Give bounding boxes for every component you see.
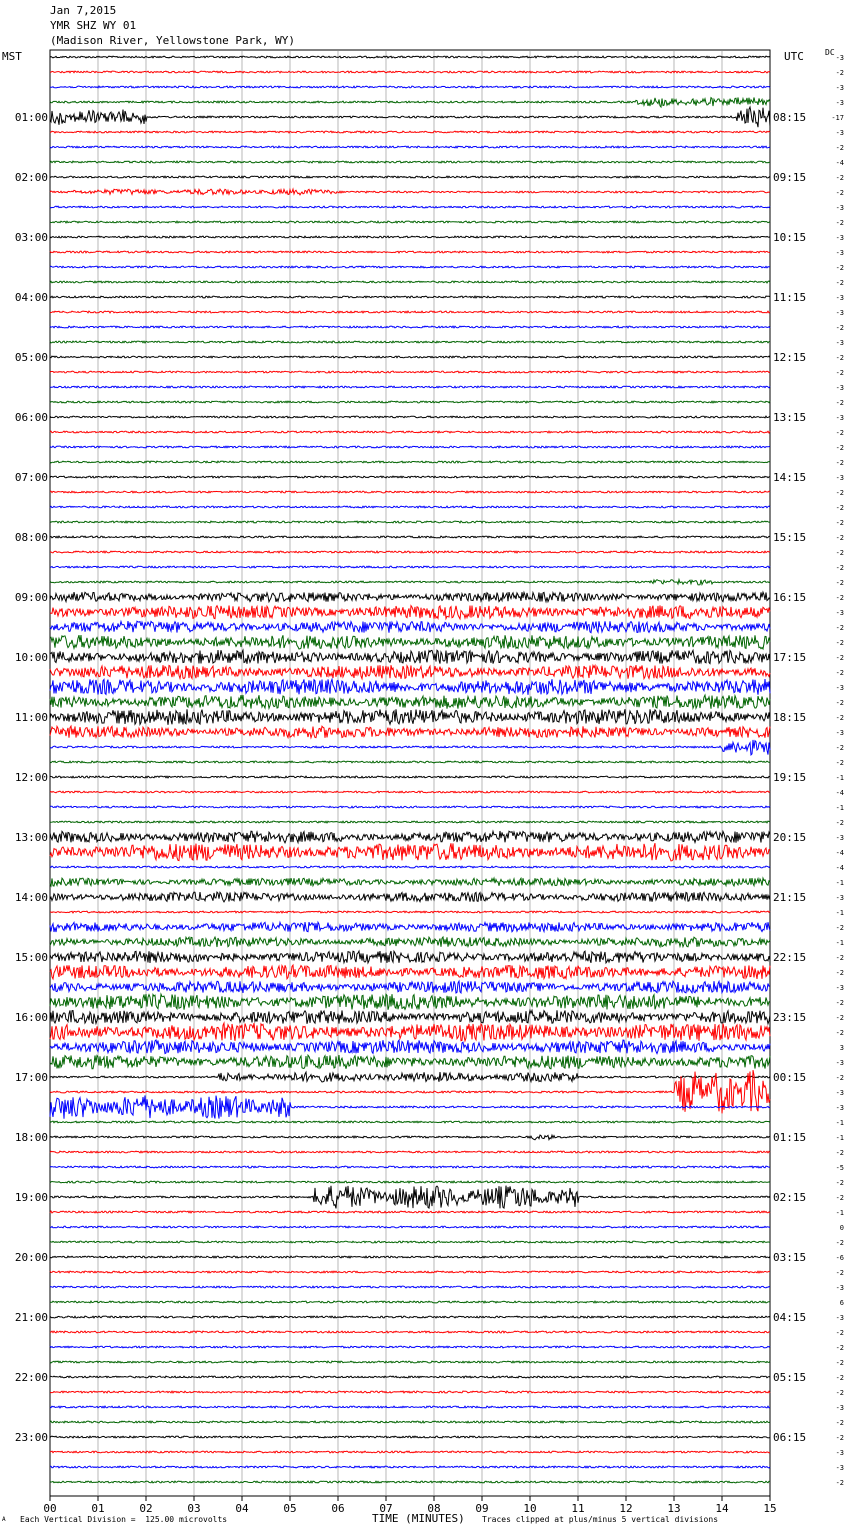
- dc-offset-label: -3: [835, 414, 844, 422]
- trace-line: [50, 831, 770, 843]
- trace-line: [50, 236, 770, 238]
- utc-hour-label: 15:15: [773, 531, 807, 544]
- mst-hour-label: 11:00: [14, 711, 48, 724]
- trace-line: [50, 1466, 770, 1468]
- mst-hour-label: 07:00: [14, 471, 48, 484]
- dc-offset-label: -2: [835, 1359, 844, 1367]
- dc-offset-label: -4: [835, 159, 844, 167]
- dc-offset-label: -1: [835, 909, 844, 917]
- dc-offset-label: -2: [835, 324, 844, 332]
- dc-offset-label: -2: [835, 669, 844, 677]
- trace-line: [50, 446, 770, 448]
- trace-line: [50, 679, 770, 695]
- trace-line: [50, 951, 770, 963]
- dc-offset-label: -3: [835, 609, 844, 617]
- dc-offset-label: -2: [835, 549, 844, 557]
- utc-hour-label: 04:15: [773, 1311, 807, 1324]
- dc-offset-label: -2: [835, 579, 844, 587]
- dc-offset-label: -3: [835, 99, 844, 107]
- dc-offset-label: -2: [835, 969, 844, 977]
- dc-offset-label: -2: [835, 534, 844, 542]
- mst-hour-label: 10:00: [14, 651, 48, 664]
- trace-line: [50, 650, 770, 664]
- x-tick-label: 05: [283, 1502, 297, 1515]
- trace-line: [50, 843, 770, 861]
- trace-line: [50, 937, 770, 947]
- dc-offset-label: -2: [835, 1269, 844, 1277]
- trace-line: [50, 761, 770, 763]
- dc-offset-label: -2: [835, 279, 844, 287]
- trace-line: [50, 892, 770, 902]
- utc-hour-label: 01:15: [773, 1131, 807, 1144]
- trace-line: [50, 251, 770, 253]
- dc-offset-label: -2: [835, 174, 844, 182]
- trace-line: [50, 665, 770, 679]
- mst-hour-label: 21:00: [14, 1311, 48, 1324]
- corner-mark: A: [2, 1516, 6, 1523]
- mst-hour-label: 16:00: [14, 1011, 48, 1024]
- dc-offset-label: -3: [835, 249, 844, 257]
- trace-line: [50, 401, 770, 403]
- trace-line: [50, 791, 770, 793]
- dc-offset-label: -2: [835, 1344, 844, 1352]
- mst-hour-label: 15:00: [14, 951, 48, 964]
- trace-line: [50, 1331, 770, 1333]
- trace-line: [50, 1186, 770, 1209]
- trace-line: [50, 621, 770, 633]
- x-tick-label: 02: [139, 1502, 153, 1515]
- trace-line: [50, 1121, 770, 1123]
- trace-line: [50, 709, 770, 725]
- dc-offset-label: -2: [835, 489, 844, 497]
- dc-offset-label: -17: [831, 114, 844, 122]
- x-tick-label: 03: [187, 1502, 201, 1515]
- trace-line: [50, 1421, 770, 1423]
- utc-hour-label: 17:15: [773, 651, 807, 664]
- trace-line: [50, 266, 770, 268]
- utc-hour-label: 11:15: [773, 291, 807, 304]
- dc-offset-label: -3: [835, 1284, 844, 1292]
- dc-offset-label: -3: [835, 1404, 844, 1412]
- dc-offset-label: -2: [835, 1389, 844, 1397]
- dc-offset-label: -3: [835, 834, 844, 842]
- mst-hour-label: 09:00: [14, 591, 48, 604]
- trace-line: [50, 386, 770, 388]
- trace-line: [50, 206, 770, 208]
- dc-offset-label: -1: [835, 774, 844, 782]
- x-tick-label: 12: [619, 1502, 633, 1515]
- trace-line: [50, 176, 770, 178]
- dc-offset-label: -2: [835, 999, 844, 1007]
- utc-hour-label: 12:15: [773, 351, 807, 364]
- trace-line: [50, 1023, 770, 1041]
- dc-offset-label: -3: [835, 384, 844, 392]
- dc-offset-label: -2: [835, 444, 844, 452]
- mst-hour-label: 20:00: [14, 1251, 48, 1264]
- dc-offset-label: -1: [835, 804, 844, 812]
- utc-hour-label: 09:15: [773, 171, 807, 184]
- dc-offset-label: -3: [835, 1314, 844, 1322]
- dc-offset-label: -2: [835, 1479, 844, 1487]
- mst-hour-label: 04:00: [14, 291, 48, 304]
- trace-line: [50, 1316, 770, 1318]
- dc-offset-label: -3: [835, 204, 844, 212]
- trace-line: [50, 1406, 770, 1408]
- dc-offset-label: -2: [835, 1434, 844, 1442]
- utc-hour-label: 14:15: [773, 471, 807, 484]
- mst-hour-label: 03:00: [14, 231, 48, 244]
- trace-line: [50, 635, 770, 649]
- dc-offset-label: -3: [835, 294, 844, 302]
- trace-line: [50, 1301, 770, 1303]
- trace-line: [50, 1451, 770, 1453]
- x-tick-label: 08: [427, 1502, 441, 1515]
- dc-offset-label: -3: [835, 894, 844, 902]
- trace-line: [50, 1151, 770, 1153]
- dc-offset-label: -4: [835, 864, 844, 872]
- dc-offset-label: -3: [835, 234, 844, 242]
- trace-line: [50, 740, 770, 755]
- clip-note: Traces clipped at plus/minus 5 vertical divisions: [482, 1515, 719, 1524]
- trace-line: [50, 1166, 770, 1168]
- utc-hour-label: 03:15: [773, 1251, 807, 1264]
- x-tick-label: 14: [715, 1502, 729, 1515]
- dc-offset-label: -2: [835, 429, 844, 437]
- dc-offset-label: -2: [835, 459, 844, 467]
- trace-line: [50, 1072, 770, 1082]
- trace-line: [50, 476, 770, 478]
- mst-hour-label: 19:00: [14, 1191, 48, 1204]
- trace-line: [50, 1436, 770, 1438]
- station-code: YMR SHZ WY 01: [50, 19, 137, 32]
- dc-offset-label: -3: [835, 1449, 844, 1457]
- dc-offset-label: -3: [835, 129, 844, 137]
- trace-line: [50, 1226, 770, 1228]
- dc-offset-label: -2: [835, 819, 844, 827]
- trace-line: [50, 1481, 770, 1483]
- trace-line: [50, 911, 770, 913]
- dc-offset-label: -3: [835, 1464, 844, 1472]
- trace-line: [50, 491, 770, 493]
- trace-line: [50, 981, 770, 993]
- dc-offset-label: -2: [835, 1014, 844, 1022]
- dc-offset-label: -2: [835, 1149, 844, 1157]
- station-location: (Madison River, Yellowstone Park, WY): [50, 34, 296, 47]
- trace-line: [50, 107, 770, 127]
- trace-line: [50, 551, 770, 553]
- x-tick-label: 07: [379, 1502, 393, 1515]
- trace-line: [50, 922, 770, 932]
- trace-line: [50, 878, 770, 886]
- dc-offset-label: -1: [835, 879, 844, 887]
- trace-line: [50, 326, 770, 328]
- x-tick-label: 01: [91, 1502, 105, 1515]
- utc-hour-label: 02:15: [773, 1191, 807, 1204]
- trace-line: [50, 1286, 770, 1288]
- trace-line: [50, 416, 770, 418]
- x-tick-label: 00: [43, 1502, 57, 1515]
- trace-line: [50, 726, 770, 738]
- trace-line: [50, 281, 770, 283]
- dc-offset-label: -3: [835, 54, 844, 62]
- dc-offset-label: -3: [835, 1089, 844, 1097]
- dc-offset-label: -3: [835, 729, 844, 737]
- trace-line: [50, 56, 770, 58]
- utc-hour-label: 23:15: [773, 1011, 807, 1024]
- utc-hour-label: 06:15: [773, 1431, 807, 1444]
- dc-offset-label: -1: [835, 939, 844, 947]
- trace-line: [50, 371, 770, 373]
- trace-line: [50, 536, 770, 538]
- mst-hour-label: 06:00: [14, 411, 48, 424]
- mst-hour-label: 05:00: [14, 351, 48, 364]
- left-axis-label: MST: [2, 50, 22, 63]
- dc-offset-label: 0: [839, 1224, 844, 1232]
- x-tick-label: 04: [235, 1502, 249, 1515]
- trace-line: [50, 580, 770, 585]
- dc-offset-label: -2: [835, 504, 844, 512]
- dc-label: DC: [825, 48, 835, 57]
- dc-offset-label: -5: [835, 1164, 844, 1172]
- trace-line: [50, 1271, 770, 1273]
- trace-line: [50, 431, 770, 433]
- dc-offset-label: -2: [835, 1329, 844, 1337]
- dc-offset-label: -2: [835, 699, 844, 707]
- dc-offset-label: -2: [835, 399, 844, 407]
- trace-line: [50, 605, 770, 619]
- dc-offset-label: -2: [835, 1374, 844, 1382]
- trace-line: [50, 1211, 770, 1213]
- trace-line: [50, 506, 770, 508]
- dc-offset-label: -2: [835, 264, 844, 272]
- dc-offset-label: 3: [839, 1044, 844, 1052]
- trace-line: [50, 1391, 770, 1393]
- trace-line: [50, 1241, 770, 1243]
- dc-offset-label: -3: [835, 474, 844, 482]
- trace-line: [50, 965, 770, 979]
- dc-offset-label: -3: [835, 1059, 844, 1067]
- trace-line: [50, 189, 770, 195]
- dc-offset-label: -2: [835, 1194, 844, 1202]
- x-tick-label: 13: [667, 1502, 681, 1515]
- dc-offset-label: -1: [835, 1119, 844, 1127]
- dc-offset-label: -1: [835, 1134, 844, 1142]
- trace-line: [50, 311, 770, 313]
- trace-line: [50, 1376, 770, 1378]
- trace-line: [50, 461, 770, 463]
- dc-offset-label: -2: [835, 1419, 844, 1427]
- dc-offset-label: -2: [835, 759, 844, 767]
- trace-line: [50, 146, 770, 148]
- trace-line: [50, 806, 770, 808]
- dc-offset-label: -2: [835, 924, 844, 932]
- trace-line: [50, 1040, 770, 1054]
- utc-hour-label: 10:15: [773, 231, 807, 244]
- trace-line: [50, 221, 770, 223]
- dc-offset-label: -2: [835, 1239, 844, 1247]
- dc-offset-label: -3: [835, 84, 844, 92]
- dc-offset-label: -3: [835, 984, 844, 992]
- dc-offset-label: -3: [835, 1104, 844, 1112]
- mst-hour-label: 22:00: [14, 1371, 48, 1384]
- mst-hour-label: 17:00: [14, 1071, 48, 1084]
- dc-offset-label: -2: [835, 594, 844, 602]
- dc-offset-label: -2: [835, 69, 844, 77]
- trace-line: [50, 994, 770, 1010]
- dc-offset-label: -4: [835, 789, 844, 797]
- dc-offset-label: 6: [839, 1299, 844, 1307]
- utc-hour-label: 21:15: [773, 891, 807, 904]
- trace-line: [50, 1361, 770, 1363]
- mst-hour-label: 08:00: [14, 531, 48, 544]
- x-tick-label: 09: [475, 1502, 489, 1515]
- dc-offset-label: -2: [835, 219, 844, 227]
- utc-hour-label: 22:15: [773, 951, 807, 964]
- mst-hour-label: 14:00: [14, 891, 48, 904]
- trace-line: [50, 1256, 770, 1258]
- trace-line: [50, 1055, 770, 1069]
- mst-hour-label: 01:00: [14, 111, 48, 124]
- dc-offset-label: -2: [835, 1074, 844, 1082]
- dc-offset-label: -2: [835, 564, 844, 572]
- x-tick-label: 06: [331, 1502, 345, 1515]
- dc-offset-label: -2: [835, 624, 844, 632]
- utc-hour-label: 08:15: [773, 111, 807, 124]
- utc-hour-label: 18:15: [773, 711, 807, 724]
- trace-line: [50, 566, 770, 568]
- trace-line: [50, 821, 770, 823]
- dc-offset-label: -6: [835, 1254, 844, 1262]
- trace-line: [50, 592, 770, 602]
- trace-line: [50, 71, 770, 73]
- dc-offset-label: -4: [835, 849, 844, 857]
- dc-offset-label: -2: [835, 744, 844, 752]
- trace-line: [50, 695, 770, 709]
- trace-line: [50, 86, 770, 88]
- trace-line: [50, 1010, 770, 1024]
- dc-offset-label: -2: [835, 1179, 844, 1187]
- dc-offset-label: -2: [835, 354, 844, 362]
- mst-hour-label: 13:00: [14, 831, 48, 844]
- chart-title: Jan 7,2015: [50, 4, 117, 17]
- dc-offset-label: -2: [835, 714, 844, 722]
- trace-line: [50, 1346, 770, 1348]
- utc-hour-label: 00:15: [773, 1071, 807, 1084]
- dc-offset-label: -3: [835, 684, 844, 692]
- dc-offset-label: -2: [835, 639, 844, 647]
- trace-line: [50, 161, 770, 163]
- dc-offset-label: -3: [835, 339, 844, 347]
- dc-offset-label: -2: [835, 654, 844, 662]
- dc-offset-label: -3: [835, 309, 844, 317]
- dc-offset-label: -2: [835, 519, 844, 527]
- dc-offset-label: -1: [835, 1209, 844, 1217]
- dc-offset-label: -2: [835, 189, 844, 197]
- trace-line: [50, 776, 770, 778]
- trace-line: [50, 1095, 770, 1118]
- dc-offset-label: -2: [835, 954, 844, 962]
- mst-hour-label: 12:00: [14, 771, 48, 784]
- utc-hour-label: 19:15: [773, 771, 807, 784]
- mst-hour-label: 02:00: [14, 171, 48, 184]
- mst-hour-label: 18:00: [14, 1131, 48, 1144]
- trace-line: [50, 1135, 770, 1140]
- mst-hour-label: 23:00: [14, 1431, 48, 1444]
- dc-offset-label: -2: [835, 144, 844, 152]
- trace-line: [50, 356, 770, 358]
- trace-line: [50, 341, 770, 343]
- x-tick-label: 15: [763, 1502, 777, 1515]
- right-axis-label: UTC: [784, 50, 804, 63]
- utc-hour-label: 13:15: [773, 411, 807, 424]
- utc-hour-label: 16:15: [773, 591, 807, 604]
- x-axis-title: TIME (MINUTES): [372, 1512, 465, 1525]
- trace-line: [50, 521, 770, 523]
- trace-line: [50, 131, 770, 133]
- trace-line: [50, 1181, 770, 1183]
- utc-hour-label: 05:15: [773, 1371, 807, 1384]
- dc-offset-label: -2: [835, 369, 844, 377]
- dc-offset-label: -2: [835, 1029, 844, 1037]
- scale-note: Each Vertical Division = 125.00 microvolts: [20, 1515, 228, 1524]
- trace-line: [50, 296, 770, 298]
- trace-line: [50, 866, 770, 868]
- x-tick-label: 10: [523, 1502, 537, 1515]
- trace-line: [50, 98, 770, 108]
- utc-hour-label: 20:15: [773, 831, 807, 844]
- x-tick-label: 11: [571, 1502, 585, 1515]
